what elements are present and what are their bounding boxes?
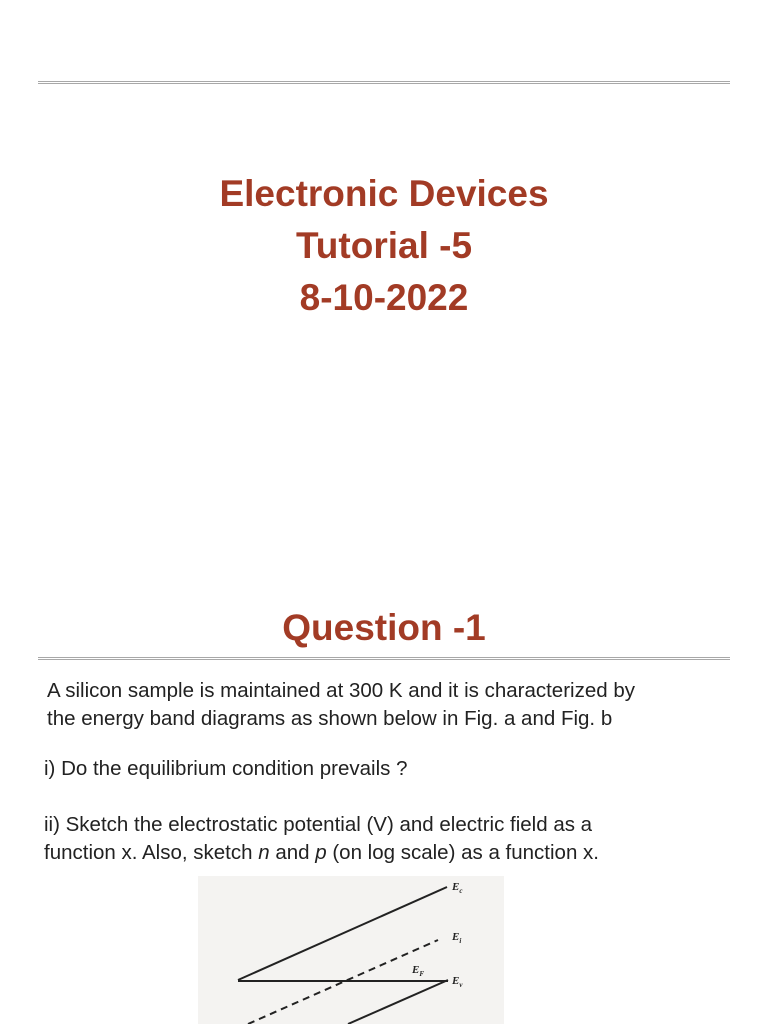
part-ii-line-1: ii) Sketch the electrostatic potential (V) and electric field as a — [44, 813, 593, 836]
title-course: Electronic Devices — [219, 173, 549, 214]
band-diagram-svg — [198, 876, 504, 1024]
part-ii-n-symbol: n — [258, 841, 270, 864]
energy-band-diagram — [198, 876, 504, 1024]
part-ii-line-2 — [44, 839, 744, 867]
part-ii-text-a: function x. Also, sketch — [44, 841, 259, 864]
slide-title — [0, 168, 768, 324]
ev-label: $E_v$ — [452, 975, 463, 989]
question-part-i: i) Do the equilibrium condition prevails ? — [44, 757, 408, 780]
intro-line-2: the energy band diagrams as shown below in Fig. a and Fig. b — [47, 707, 613, 730]
question-part-ii — [44, 811, 744, 867]
ef-label: $E_F$ — [412, 964, 425, 978]
part-ii-text-c: (on log scale) as a function x. — [326, 841, 599, 864]
valence-band-edge-line — [348, 980, 448, 1024]
question-intro — [47, 677, 747, 733]
top-divider — [38, 81, 730, 84]
title-tutorial: Tutorial -5 — [295, 225, 473, 266]
ec-label: $E_c$ — [452, 881, 463, 895]
part-ii-p-symbol: p — [315, 841, 327, 864]
title-date: 8-10-2022 — [299, 277, 469, 318]
ei-label: $E_i$ — [452, 931, 462, 945]
question-divider — [38, 657, 730, 660]
question-heading: Question -1 — [282, 607, 486, 648]
part-ii-text-b: and — [269, 841, 316, 864]
intro-line-1: A silicon sample is maintained at 300 K and it is characterized by — [47, 679, 635, 702]
